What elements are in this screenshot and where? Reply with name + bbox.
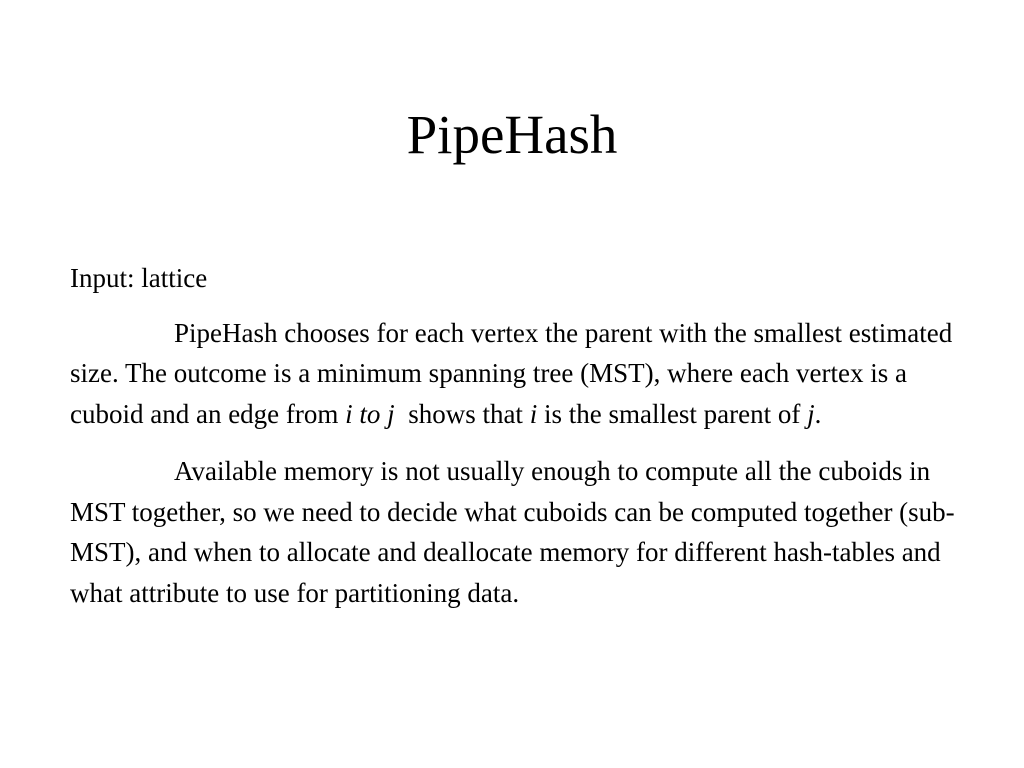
slide-title: PipeHash (406, 104, 618, 165)
input-line: Input: lattice (70, 263, 208, 293)
paragraph-text: . (814, 398, 822, 429)
paragraph-pipehash-description (70, 313, 960, 435)
italic-variable: j (387, 398, 395, 429)
paragraph-text: shows that (394, 398, 530, 429)
slide-body (70, 258, 960, 613)
paragraph-text: is the smallest parent of (537, 398, 808, 429)
italic-variable: j (807, 398, 815, 429)
paragraph-memory-description: Available memory is not usually enough to compute all the cuboids in MST together, so we need to decide what cuboids can be computed together (sub-MST), and when to allocate and deallocate memory for different hash-tables and what attribute to use for partitioning data. (70, 456, 955, 608)
paragraph-text: PipeHash chooses for each vertex the parent with the smallest estimated size. The outcome is a minimum spanning tree (MST), where each vertex is a cuboid and an edge from (70, 317, 953, 429)
italic-variable: i to (345, 398, 381, 429)
italic-variable: i (529, 398, 538, 429)
